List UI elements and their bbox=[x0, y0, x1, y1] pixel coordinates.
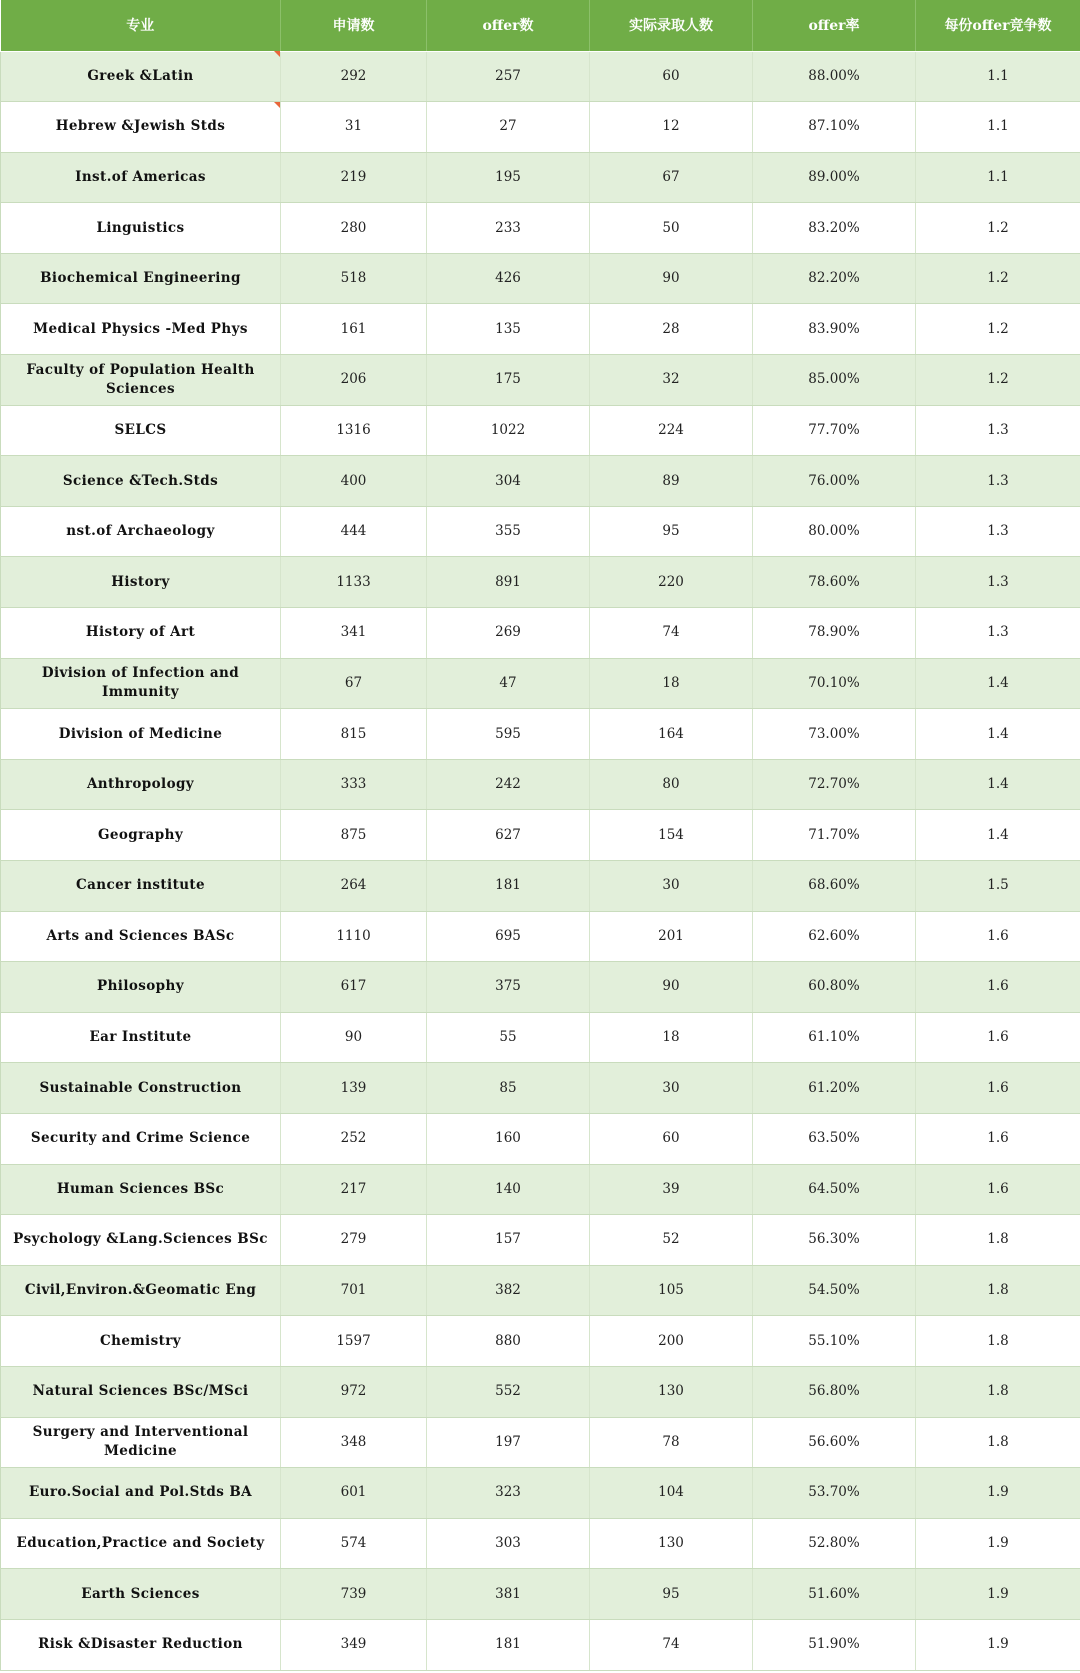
major-cell: Cancer institute bbox=[1, 861, 281, 912]
table-row bbox=[1, 608, 1080, 659]
table-row bbox=[1, 51, 1080, 102]
major-cell: Science &Tech.Stds bbox=[1, 456, 281, 507]
offer-rate-cell: 68.60% bbox=[753, 861, 916, 912]
competition-cell: 1.2 bbox=[916, 203, 1080, 254]
table-row bbox=[1, 1265, 1080, 1316]
header-row bbox=[1, 0, 1080, 51]
table-row bbox=[1, 1215, 1080, 1266]
major-cell: Inst.of Americas bbox=[1, 152, 281, 203]
major-cell: Natural Sciences BSc/MSci bbox=[1, 1366, 281, 1417]
major-cell: Civil,Environ.&Geomatic Eng bbox=[1, 1265, 281, 1316]
enrolled-cell: 12 bbox=[590, 102, 753, 153]
offer-rate-cell: 89.00% bbox=[753, 152, 916, 203]
major-cell: Ear Institute bbox=[1, 1012, 281, 1063]
offers-cell: 181 bbox=[427, 861, 590, 912]
enrolled-cell: 52 bbox=[590, 1215, 753, 1266]
offer-rate-cell: 54.50% bbox=[753, 1265, 916, 1316]
header-competition-per-offer: 每份offer竞争数 bbox=[916, 0, 1080, 51]
applications-cell: 815 bbox=[281, 709, 427, 760]
competition-cell: 1.3 bbox=[916, 506, 1080, 557]
table-row bbox=[1, 557, 1080, 608]
enrolled-cell: 224 bbox=[590, 405, 753, 456]
enrolled-cell: 130 bbox=[590, 1366, 753, 1417]
offer-rate-cell: 72.70% bbox=[753, 759, 916, 810]
table-header bbox=[1, 0, 1080, 51]
offer-rate-cell: 78.90% bbox=[753, 608, 916, 659]
offer-rate-cell: 56.60% bbox=[753, 1417, 916, 1468]
offers-cell: 375 bbox=[427, 962, 590, 1013]
table-row bbox=[1, 304, 1080, 355]
table-row bbox=[1, 1569, 1080, 1620]
offers-cell: 233 bbox=[427, 203, 590, 254]
table-row bbox=[1, 506, 1080, 557]
enrolled-cell: 90 bbox=[590, 962, 753, 1013]
competition-cell: 1.8 bbox=[916, 1215, 1080, 1266]
table-row bbox=[1, 861, 1080, 912]
competition-cell: 1.1 bbox=[916, 51, 1080, 102]
enrolled-cell: 50 bbox=[590, 203, 753, 254]
offers-cell: 880 bbox=[427, 1316, 590, 1367]
competition-cell: 1.4 bbox=[916, 810, 1080, 861]
offer-rate-cell: 73.00% bbox=[753, 709, 916, 760]
offers-cell: 157 bbox=[427, 1215, 590, 1266]
major-cell: Greek &Latin bbox=[1, 51, 281, 102]
applications-cell: 280 bbox=[281, 203, 427, 254]
enrolled-cell: 130 bbox=[590, 1518, 753, 1569]
offer-rate-cell: 61.20% bbox=[753, 1063, 916, 1114]
table-row bbox=[1, 1468, 1080, 1519]
table-row bbox=[1, 355, 1080, 406]
major-cell: Surgery and Interventional Medicine bbox=[1, 1417, 281, 1468]
header-enrolled: 实际录取人数 bbox=[590, 0, 753, 51]
offers-cell: 1022 bbox=[427, 405, 590, 456]
major-cell: Geography bbox=[1, 810, 281, 861]
enrolled-cell: 32 bbox=[590, 355, 753, 406]
competition-cell: 1.3 bbox=[916, 456, 1080, 507]
applications-cell: 279 bbox=[281, 1215, 427, 1266]
offer-rate-cell: 61.10% bbox=[753, 1012, 916, 1063]
enrolled-cell: 95 bbox=[590, 1569, 753, 1620]
enrolled-cell: 104 bbox=[590, 1468, 753, 1519]
major-cell: Sustainable Construction bbox=[1, 1063, 281, 1114]
applications-cell: 1316 bbox=[281, 405, 427, 456]
applications-cell: 972 bbox=[281, 1366, 427, 1417]
applications-cell: 341 bbox=[281, 608, 427, 659]
enrolled-cell: 30 bbox=[590, 861, 753, 912]
applications-cell: 1133 bbox=[281, 557, 427, 608]
applications-cell: 574 bbox=[281, 1518, 427, 1569]
competition-cell: 1.6 bbox=[916, 962, 1080, 1013]
table-row bbox=[1, 1316, 1080, 1367]
table-row bbox=[1, 152, 1080, 203]
table-row bbox=[1, 102, 1080, 153]
offers-cell: 135 bbox=[427, 304, 590, 355]
cell-comment-marker bbox=[274, 102, 280, 108]
applications-cell: 349 bbox=[281, 1619, 427, 1670]
major-cell: nst.of Archaeology bbox=[1, 506, 281, 557]
major-cell: Medical Physics -Med Phys bbox=[1, 304, 281, 355]
enrolled-cell: 28 bbox=[590, 304, 753, 355]
competition-cell: 1.1 bbox=[916, 102, 1080, 153]
table-row bbox=[1, 253, 1080, 304]
competition-cell: 1.2 bbox=[916, 253, 1080, 304]
enrolled-cell: 105 bbox=[590, 1265, 753, 1316]
table-row bbox=[1, 1366, 1080, 1417]
enrolled-cell: 30 bbox=[590, 1063, 753, 1114]
applications-cell: 1597 bbox=[281, 1316, 427, 1367]
table-row bbox=[1, 1164, 1080, 1215]
competition-cell: 1.6 bbox=[916, 1164, 1080, 1215]
competition-cell: 1.3 bbox=[916, 608, 1080, 659]
offers-cell: 303 bbox=[427, 1518, 590, 1569]
offer-rate-cell: 60.80% bbox=[753, 962, 916, 1013]
offers-cell: 426 bbox=[427, 253, 590, 304]
offer-rate-cell: 70.10% bbox=[753, 658, 916, 709]
offers-cell: 85 bbox=[427, 1063, 590, 1114]
applications-cell: 875 bbox=[281, 810, 427, 861]
offers-cell: 140 bbox=[427, 1164, 590, 1215]
competition-cell: 1.4 bbox=[916, 709, 1080, 760]
competition-cell: 1.1 bbox=[916, 152, 1080, 203]
table-row bbox=[1, 962, 1080, 1013]
offers-cell: 257 bbox=[427, 51, 590, 102]
offers-cell: 381 bbox=[427, 1569, 590, 1620]
table-row bbox=[1, 1113, 1080, 1164]
enrolled-cell: 220 bbox=[590, 557, 753, 608]
enrolled-cell: 18 bbox=[590, 658, 753, 709]
major-cell: Division of Infection and Immunity bbox=[1, 658, 281, 709]
offers-cell: 355 bbox=[427, 506, 590, 557]
offer-rate-cell: 55.10% bbox=[753, 1316, 916, 1367]
offer-rate-cell: 85.00% bbox=[753, 355, 916, 406]
offers-cell: 55 bbox=[427, 1012, 590, 1063]
major-cell: Division of Medicine bbox=[1, 709, 281, 760]
table-row bbox=[1, 1619, 1080, 1670]
applications-cell: 90 bbox=[281, 1012, 427, 1063]
offer-rate-cell: 87.10% bbox=[753, 102, 916, 153]
competition-cell: 1.9 bbox=[916, 1569, 1080, 1620]
major-cell: Human Sciences BSc bbox=[1, 1164, 281, 1215]
major-cell: Biochemical Engineering bbox=[1, 253, 281, 304]
applications-cell: 139 bbox=[281, 1063, 427, 1114]
table-row bbox=[1, 456, 1080, 507]
major-cell: Education,Practice and Society bbox=[1, 1518, 281, 1569]
offers-cell: 181 bbox=[427, 1619, 590, 1670]
offer-rate-cell: 77.70% bbox=[753, 405, 916, 456]
offers-cell: 269 bbox=[427, 608, 590, 659]
competition-cell: 1.8 bbox=[916, 1265, 1080, 1316]
major-cell: Hebrew &Jewish Stds bbox=[1, 102, 281, 153]
competition-cell: 1.8 bbox=[916, 1316, 1080, 1367]
offers-cell: 195 bbox=[427, 152, 590, 203]
enrolled-cell: 154 bbox=[590, 810, 753, 861]
competition-cell: 1.6 bbox=[916, 1113, 1080, 1164]
competition-cell: 1.9 bbox=[916, 1518, 1080, 1569]
offer-rate-cell: 82.20% bbox=[753, 253, 916, 304]
table-row bbox=[1, 405, 1080, 456]
table-row bbox=[1, 1518, 1080, 1569]
major-cell: SELCS bbox=[1, 405, 281, 456]
offers-cell: 552 bbox=[427, 1366, 590, 1417]
offer-rate-cell: 76.00% bbox=[753, 456, 916, 507]
offer-rate-cell: 53.70% bbox=[753, 1468, 916, 1519]
offer-rate-cell: 80.00% bbox=[753, 506, 916, 557]
header-major: 专业 bbox=[1, 0, 281, 51]
competition-cell: 1.8 bbox=[916, 1417, 1080, 1468]
enrolled-cell: 39 bbox=[590, 1164, 753, 1215]
offers-cell: 323 bbox=[427, 1468, 590, 1519]
table-body bbox=[1, 51, 1080, 1670]
offer-rate-cell: 88.00% bbox=[753, 51, 916, 102]
enrolled-cell: 95 bbox=[590, 506, 753, 557]
competition-cell: 1.4 bbox=[916, 759, 1080, 810]
applications-cell: 518 bbox=[281, 253, 427, 304]
competition-cell: 1.6 bbox=[916, 1063, 1080, 1114]
offers-cell: 47 bbox=[427, 658, 590, 709]
table-row bbox=[1, 810, 1080, 861]
offer-rate-cell: 51.90% bbox=[753, 1619, 916, 1670]
applications-cell: 1110 bbox=[281, 911, 427, 962]
offers-cell: 304 bbox=[427, 456, 590, 507]
applications-cell: 400 bbox=[281, 456, 427, 507]
offers-cell: 27 bbox=[427, 102, 590, 153]
enrolled-cell: 90 bbox=[590, 253, 753, 304]
major-cell: Chemistry bbox=[1, 1316, 281, 1367]
applications-cell: 67 bbox=[281, 658, 427, 709]
table-row bbox=[1, 658, 1080, 709]
offers-cell: 595 bbox=[427, 709, 590, 760]
enrolled-cell: 18 bbox=[590, 1012, 753, 1063]
header-applications: 申请数 bbox=[281, 0, 427, 51]
enrolled-cell: 60 bbox=[590, 51, 753, 102]
major-cell: Security and Crime Science bbox=[1, 1113, 281, 1164]
table-row bbox=[1, 1417, 1080, 1468]
major-cell: Faculty of Population Health Sciences bbox=[1, 355, 281, 406]
enrolled-cell: 74 bbox=[590, 608, 753, 659]
offer-rate-cell: 62.60% bbox=[753, 911, 916, 962]
major-cell: Philosophy bbox=[1, 962, 281, 1013]
enrolled-cell: 74 bbox=[590, 1619, 753, 1670]
table-row bbox=[1, 1063, 1080, 1114]
offer-rate-cell: 56.80% bbox=[753, 1366, 916, 1417]
table-row bbox=[1, 1012, 1080, 1063]
applications-cell: 601 bbox=[281, 1468, 427, 1519]
header-offer-rate: offer率 bbox=[753, 0, 916, 51]
applications-cell: 739 bbox=[281, 1569, 427, 1620]
major-cell: Arts and Sciences BASc bbox=[1, 911, 281, 962]
cell-comment-marker bbox=[274, 51, 280, 57]
offer-rate-cell: 52.80% bbox=[753, 1518, 916, 1569]
competition-cell: 1.2 bbox=[916, 304, 1080, 355]
applications-cell: 292 bbox=[281, 51, 427, 102]
applications-cell: 333 bbox=[281, 759, 427, 810]
competition-cell: 1.3 bbox=[916, 405, 1080, 456]
competition-cell: 1.4 bbox=[916, 658, 1080, 709]
offer-rate-cell: 78.60% bbox=[753, 557, 916, 608]
applications-cell: 252 bbox=[281, 1113, 427, 1164]
table-row bbox=[1, 759, 1080, 810]
applications-cell: 701 bbox=[281, 1265, 427, 1316]
enrolled-cell: 78 bbox=[590, 1417, 753, 1468]
table-row bbox=[1, 709, 1080, 760]
offers-cell: 160 bbox=[427, 1113, 590, 1164]
competition-cell: 1.2 bbox=[916, 355, 1080, 406]
major-cell: Earth Sciences bbox=[1, 1569, 281, 1620]
header-offers: offer数 bbox=[427, 0, 590, 51]
enrolled-cell: 67 bbox=[590, 152, 753, 203]
major-cell: History bbox=[1, 557, 281, 608]
enrolled-cell: 60 bbox=[590, 1113, 753, 1164]
competition-cell: 1.9 bbox=[916, 1468, 1080, 1519]
competition-cell: 1.6 bbox=[916, 911, 1080, 962]
competition-cell: 1.8 bbox=[916, 1366, 1080, 1417]
table-row bbox=[1, 203, 1080, 254]
offer-rate-cell: 71.70% bbox=[753, 810, 916, 861]
applications-cell: 217 bbox=[281, 1164, 427, 1215]
applications-cell: 444 bbox=[281, 506, 427, 557]
table-row bbox=[1, 911, 1080, 962]
offers-cell: 695 bbox=[427, 911, 590, 962]
applications-cell: 206 bbox=[281, 355, 427, 406]
offers-cell: 197 bbox=[427, 1417, 590, 1468]
competition-cell: 1.5 bbox=[916, 861, 1080, 912]
applications-cell: 348 bbox=[281, 1417, 427, 1468]
offers-cell: 382 bbox=[427, 1265, 590, 1316]
offer-rate-cell: 64.50% bbox=[753, 1164, 916, 1215]
competition-cell: 1.9 bbox=[916, 1619, 1080, 1670]
applications-cell: 219 bbox=[281, 152, 427, 203]
offers-cell: 175 bbox=[427, 355, 590, 406]
applications-cell: 264 bbox=[281, 861, 427, 912]
enrolled-cell: 200 bbox=[590, 1316, 753, 1367]
major-cell: Euro.Social and Pol.Stds BA bbox=[1, 1468, 281, 1519]
applications-cell: 31 bbox=[281, 102, 427, 153]
competition-cell: 1.6 bbox=[916, 1012, 1080, 1063]
applications-cell: 617 bbox=[281, 962, 427, 1013]
major-cell: History of Art bbox=[1, 608, 281, 659]
enrolled-cell: 201 bbox=[590, 911, 753, 962]
offer-rate-cell: 56.30% bbox=[753, 1215, 916, 1266]
offer-rate-cell: 83.20% bbox=[753, 203, 916, 254]
offer-rate-cell: 63.50% bbox=[753, 1113, 916, 1164]
major-cell: Psychology &Lang.Sciences BSc bbox=[1, 1215, 281, 1266]
competition-cell: 1.3 bbox=[916, 557, 1080, 608]
major-cell: Linguistics bbox=[1, 203, 281, 254]
major-cell: Anthropology bbox=[1, 759, 281, 810]
offers-cell: 891 bbox=[427, 557, 590, 608]
offers-cell: 627 bbox=[427, 810, 590, 861]
enrolled-cell: 80 bbox=[590, 759, 753, 810]
offers-cell: 242 bbox=[427, 759, 590, 810]
offer-rate-cell: 51.60% bbox=[753, 1569, 916, 1620]
offer-rate-cell: 83.90% bbox=[753, 304, 916, 355]
enrolled-cell: 164 bbox=[590, 709, 753, 760]
applications-cell: 161 bbox=[281, 304, 427, 355]
major-cell: Risk &Disaster Reduction bbox=[1, 1619, 281, 1670]
enrolled-cell: 89 bbox=[590, 456, 753, 507]
